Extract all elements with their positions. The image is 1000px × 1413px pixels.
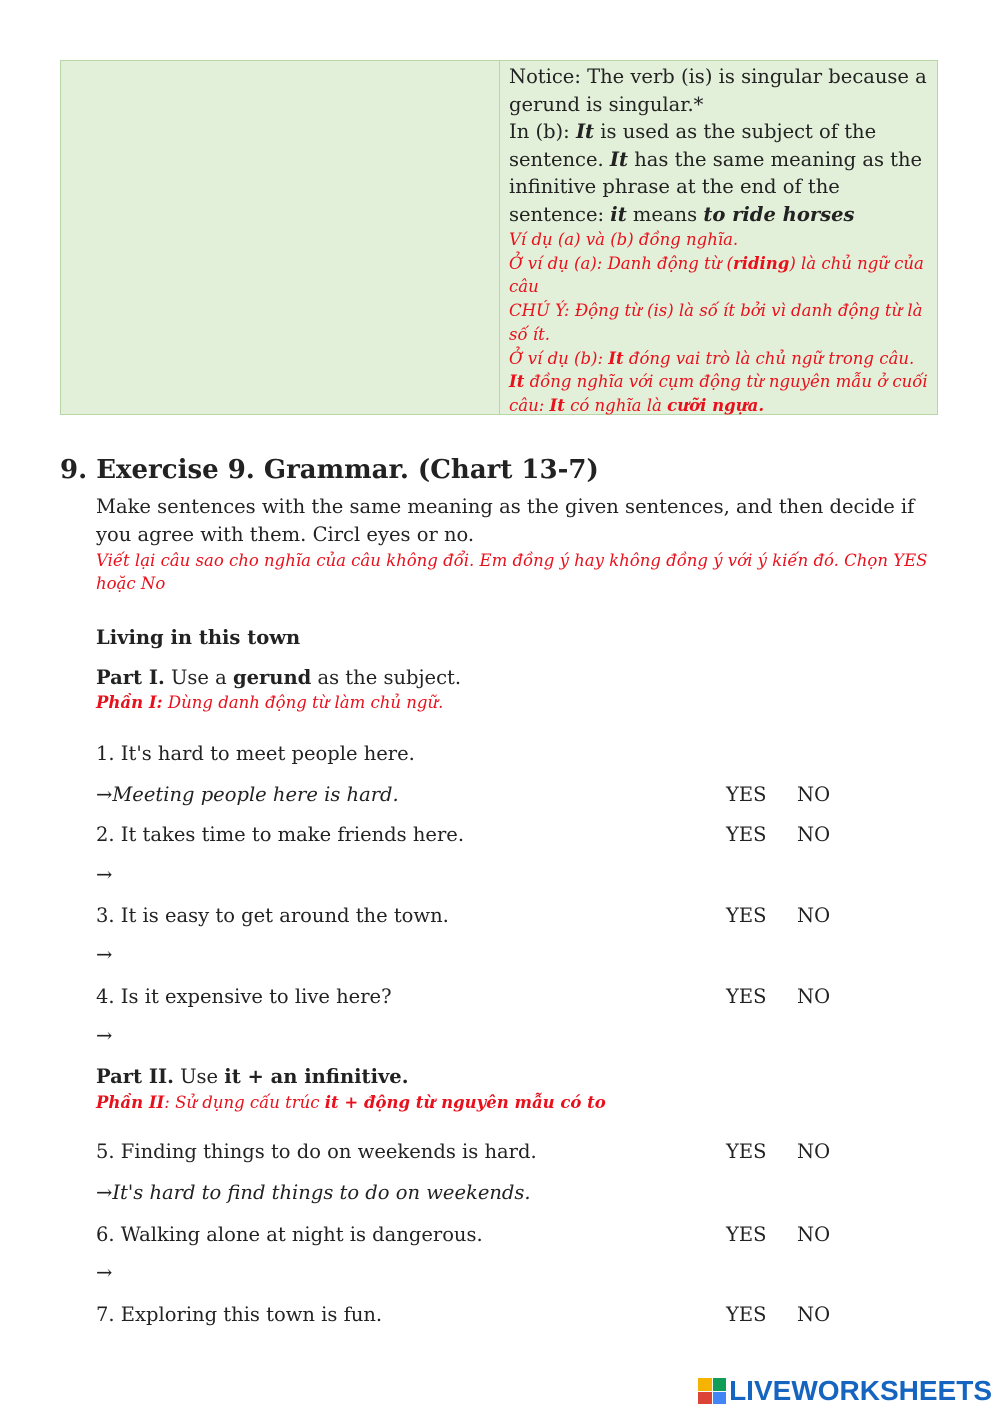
arrow-icon: → xyxy=(96,783,113,806)
part2-title: Part II. Use it + an infinitive. xyxy=(96,1065,409,1088)
notice-paragraph-2: In (b): It is used as the subject of the sentence. It has the same meaning as the infinitive phrase at the end of the sentence: it means to ride horses xyxy=(509,120,923,226)
question-2: 2. It takes time to make friends here. xyxy=(96,823,465,846)
notice-paragraph-1: Notice: The verb (is) is singular because a gerund is singular.* xyxy=(509,65,927,116)
notice-vi-2: Ở ví dụ (a): Danh động từ (riding) là chủ ngữ của câu xyxy=(509,253,924,297)
question-1: 1. It's hard to meet people here. xyxy=(96,742,415,765)
question-6: 6. Walking alone at night is dangerous. xyxy=(96,1223,483,1246)
table-divider xyxy=(499,61,500,414)
yes-option-3[interactable]: YES xyxy=(726,904,767,927)
part2-vi: Phần II: Sử dụng cấu trúc it + động từ nguyên mẫu có to xyxy=(96,1093,606,1112)
answer-row-2 xyxy=(96,861,112,889)
question-5: 5. Finding things to do on weekends is hard. xyxy=(96,1140,537,1163)
no-option-2[interactable]: NO xyxy=(797,823,831,846)
yes-option-1[interactable]: YES xyxy=(726,783,767,806)
liveworksheets-logo[interactable] xyxy=(698,1375,992,1407)
no-option-4[interactable]: NO xyxy=(797,985,831,1008)
no-option-7[interactable]: NO xyxy=(797,1303,831,1326)
instruction-vi-line-1: Viết lại câu sao cho nghĩa của câu không đổi. Em đồng ý hay không đồng ý với ý kiến đó. Chọn YES xyxy=(96,551,928,570)
answer-5[interactable]: It's hard to find things to do on weekends. xyxy=(112,1181,531,1204)
notice-vi-3: CHÚ Ý: Động từ (is) là số ít bởi vì danh động từ là số ít. xyxy=(509,301,923,344)
logo-text: LIVEWORKSHEETS xyxy=(729,1375,992,1406)
question-7: 7. Exploring this town is fun. xyxy=(96,1303,383,1326)
exercise-heading: 9. Exercise 9. Grammar. (Chart 13-7) xyxy=(60,455,599,485)
yes-option-2[interactable]: YES xyxy=(726,823,767,846)
answer-row-5 xyxy=(96,1179,531,1207)
question-3: 3. It is easy to get around the town. xyxy=(96,904,449,927)
arrow-icon: → xyxy=(96,863,113,886)
instruction-vi-line-2: hoặc No xyxy=(96,574,166,593)
no-option-6[interactable]: NO xyxy=(797,1223,831,1246)
notice-vi-4: Ở ví dụ (b): It đóng vai trò là chủ ngữ trong câu. It đồng nghĩa với cụm động từ nguyên mẫu ở cuối câu: It có nghĩa là cưỡi ngựa. xyxy=(509,348,928,415)
yes-option-4[interactable]: YES xyxy=(726,985,767,1008)
yes-option-5[interactable]: YES xyxy=(726,1140,767,1163)
notice-cell xyxy=(509,63,934,418)
part1-title: Part I. Use a gerund as the subject. xyxy=(96,666,462,689)
instruction-line-1: Make sentences with the same meaning as the given sentences, and then decide if xyxy=(96,495,915,518)
answer-1[interactable]: Meeting people here is hard. xyxy=(112,783,399,806)
yes-option-6[interactable]: YES xyxy=(726,1223,767,1246)
question-4: 4. Is it expensive to live here? xyxy=(96,985,392,1008)
no-option-3[interactable]: NO xyxy=(797,904,831,927)
instruction-line-2: you agree with them. Circl eyes or no. xyxy=(96,523,475,546)
arrow-icon: → xyxy=(96,943,113,966)
topic-title: Living in this town xyxy=(96,626,301,649)
arrow-icon: → xyxy=(96,1261,113,1284)
answer-row-3 xyxy=(96,941,112,969)
notice-table xyxy=(60,60,938,415)
yes-option-7[interactable]: YES xyxy=(726,1303,767,1326)
no-option-1[interactable]: NO xyxy=(797,783,831,806)
answer-row-6 xyxy=(96,1259,112,1287)
no-option-5[interactable]: NO xyxy=(797,1140,831,1163)
arrow-icon: → xyxy=(96,1024,113,1047)
arrow-icon: → xyxy=(96,1181,113,1204)
answer-row-1 xyxy=(96,781,399,809)
notice-vi-1: Ví dụ (a) và (b) đồng nghĩa. xyxy=(509,230,739,249)
logo-mark-icon xyxy=(698,1378,726,1404)
part1-vi: Phần I: Dùng danh động từ làm chủ ngữ. xyxy=(96,693,444,712)
answer-row-4 xyxy=(96,1022,112,1050)
